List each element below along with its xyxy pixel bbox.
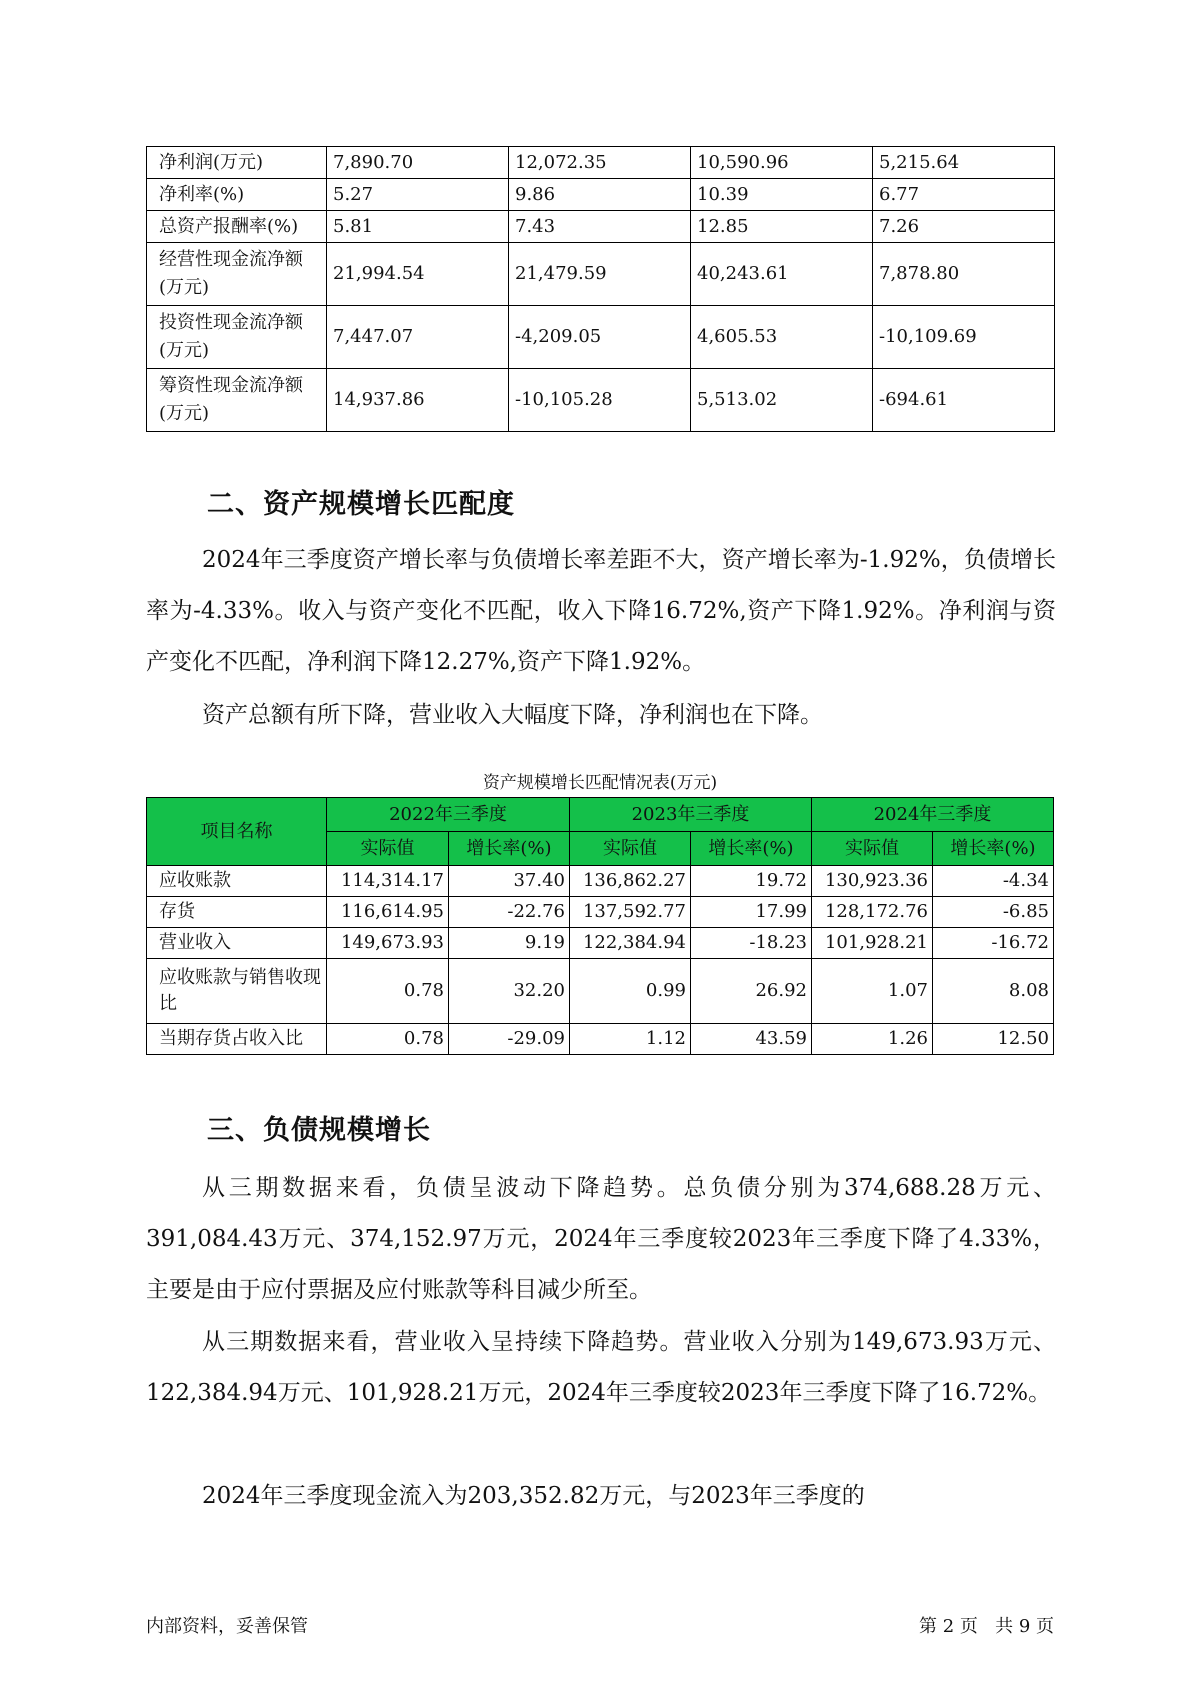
table-cell: 101,928.21: [812, 928, 933, 959]
table-row: [147, 959, 1054, 1024]
table-row: [147, 179, 1055, 211]
table-cell: 5,215.64: [873, 147, 1055, 179]
table-cell: 122,384.94: [570, 928, 691, 959]
row-label: 净利率(%): [147, 179, 327, 211]
table-cell: 12.50: [933, 1024, 1054, 1055]
paragraph: 2024年三季度现金流入为203,352.82万元，与2023年三季度的: [202, 1483, 865, 1509]
sub-header: 增长率(%): [933, 832, 1054, 866]
table-row: [147, 306, 1055, 369]
sub-header: 增长率(%): [691, 832, 812, 866]
paragraph: 2024年三季度资产增长率与负债增长率差距不大，资产增长率为-1.92%，负债增长率为-4.33%。收入与资产变化不匹配，收入下降16.72%,资产下降1.92%。净利润与资产变化不匹配，净利润下降12.27%,资产下降1.92%。: [146, 547, 1056, 675]
table-row: [147, 211, 1055, 243]
table-cell: 37.40: [449, 866, 570, 897]
table-cell: 43.59: [691, 1024, 812, 1055]
table-cell: 21,479.59: [509, 243, 691, 306]
table-cell: -6.85: [933, 897, 1054, 928]
table-cell: -29.09: [449, 1024, 570, 1055]
row-label: 营业收入: [147, 928, 327, 959]
table-cell: 8.08: [933, 959, 1054, 1024]
table-cell: 6.77: [873, 179, 1055, 211]
table-cell: 40,243.61: [691, 243, 873, 306]
table-cell: 12,072.35: [509, 147, 691, 179]
table-cell: 26.92: [691, 959, 812, 1024]
period-header: 2022年三季度: [327, 798, 570, 832]
table-cell: 9.86: [509, 179, 691, 211]
table-cell: 10.39: [691, 179, 873, 211]
table-cell: 116,614.95: [327, 897, 449, 928]
table-row: [147, 928, 1054, 959]
table-cell: 7,890.70: [327, 147, 509, 179]
table-cell: -10,109.69: [873, 306, 1055, 369]
table-cell: 10,590.96: [691, 147, 873, 179]
table-cell: -4.34: [933, 866, 1054, 897]
sub-header: 实际值: [812, 832, 933, 866]
paragraph: 从三期数据来看，营业收入呈持续下降趋势。营业收入分别为149,673.93万元、122,384.94万元、101,928.21万元，2024年三季度较2023年三季度下降了16.72%。: [146, 1329, 1056, 1406]
table-row: [147, 1024, 1054, 1055]
table-cell: 5.27: [327, 179, 509, 211]
table-cell: 1.07: [812, 959, 933, 1024]
financial-indicators-table: [146, 146, 1055, 432]
period-header: 2023年三季度: [570, 798, 812, 832]
footer-confidential-note: 内部资料，妥善保管: [146, 1616, 308, 1637]
row-label: 应收账款与销售收现比: [147, 959, 327, 1024]
row-label: 当期存货占收入比: [147, 1024, 327, 1055]
table-cell: 128,172.76: [812, 897, 933, 928]
row-label: 总资产报酬率(%): [147, 211, 327, 243]
table-caption: 资产规模增长匹配情况表(万元): [482, 773, 718, 793]
section-heading: 三、负债规模增长: [207, 1115, 431, 1146]
table-cell: 137,592.77: [570, 897, 691, 928]
table-cell: 0.78: [327, 959, 449, 1024]
table-cell: 7.26: [873, 211, 1055, 243]
table-cell: 19.72: [691, 866, 812, 897]
table-cell: 7,878.80: [873, 243, 1055, 306]
table-row: [147, 243, 1055, 306]
row-label: 应收账款: [147, 866, 327, 897]
table-cell: -4,209.05: [509, 306, 691, 369]
header-row: [147, 798, 1054, 832]
sub-header: 实际值: [327, 832, 449, 866]
row-label: 存货: [147, 897, 327, 928]
table-cell: 5.81: [327, 211, 509, 243]
table-row: [147, 897, 1054, 928]
table-cell: 4,605.53: [691, 306, 873, 369]
table-cell: 149,673.93: [327, 928, 449, 959]
footer-page-number: 第 2 页 共 9 页: [919, 1616, 1054, 1637]
table-cell: 21,994.54: [327, 243, 509, 306]
table-cell: 17.99: [691, 897, 812, 928]
table-cell: 114,314.17: [327, 866, 449, 897]
row-label: 经营性现金流净额(万元): [147, 243, 327, 306]
table-cell: 0.78: [327, 1024, 449, 1055]
table-cell: 1.12: [570, 1024, 691, 1055]
table-cell: 1.26: [812, 1024, 933, 1055]
table-row: [147, 147, 1055, 179]
table-cell: -694.61: [873, 369, 1055, 432]
sub-header: 实际值: [570, 832, 691, 866]
item-name-header: 项目名称: [147, 798, 327, 866]
table-cell: 9.19: [449, 928, 570, 959]
table-cell: 7,447.07: [327, 306, 509, 369]
period-header: 2024年三季度: [812, 798, 1054, 832]
table-cell: 12.85: [691, 211, 873, 243]
paragraph: 从三期数据来看，负债呈波动下降趋势。总负债分别为374,688.28万元、391,084.43万元、374,152.97万元，2024年三季度较2023年三季度下降了4.33%，主要是由于应付票据及应付账款等科目减少所至。: [146, 1175, 1056, 1303]
table-cell: 130,923.36: [812, 866, 933, 897]
table-cell: -18.23: [691, 928, 812, 959]
table-row: [147, 369, 1055, 432]
row-label: 筹资性现金流净额(万元): [147, 369, 327, 432]
row-label: 净利润(万元): [147, 147, 327, 179]
table-row: [147, 866, 1054, 897]
asset-growth-match-table: [146, 797, 1054, 1055]
table-cell: -22.76: [449, 897, 570, 928]
table-cell: -10,105.28: [509, 369, 691, 432]
section-heading: 二、资产规模增长匹配度: [207, 489, 515, 520]
sub-header: 增长率(%): [449, 832, 570, 866]
table-cell: 32.20: [449, 959, 570, 1024]
table-cell: 136,862.27: [570, 866, 691, 897]
paragraph: 资产总额有所下降，营业收入大幅度下降，净利润也在下降。: [202, 702, 823, 728]
table-cell: -16.72: [933, 928, 1054, 959]
table-cell: 14,937.86: [327, 369, 509, 432]
table-cell: 7.43: [509, 211, 691, 243]
table-cell: 0.99: [570, 959, 691, 1024]
table-cell: 5,513.02: [691, 369, 873, 432]
row-label: 投资性现金流净额(万元): [147, 306, 327, 369]
